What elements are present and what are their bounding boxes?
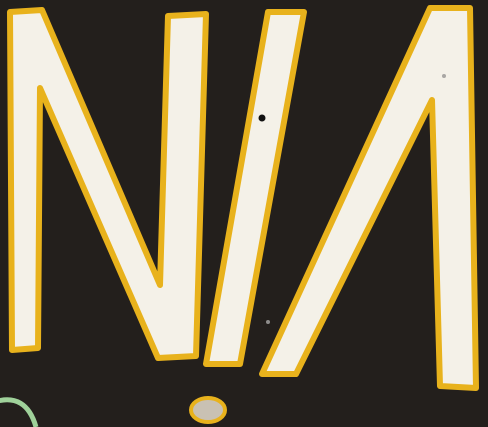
paint-speck: [442, 74, 446, 78]
paint-speck: [259, 115, 266, 122]
paint-speck: [266, 320, 270, 324]
bottom-dot: [191, 398, 225, 422]
